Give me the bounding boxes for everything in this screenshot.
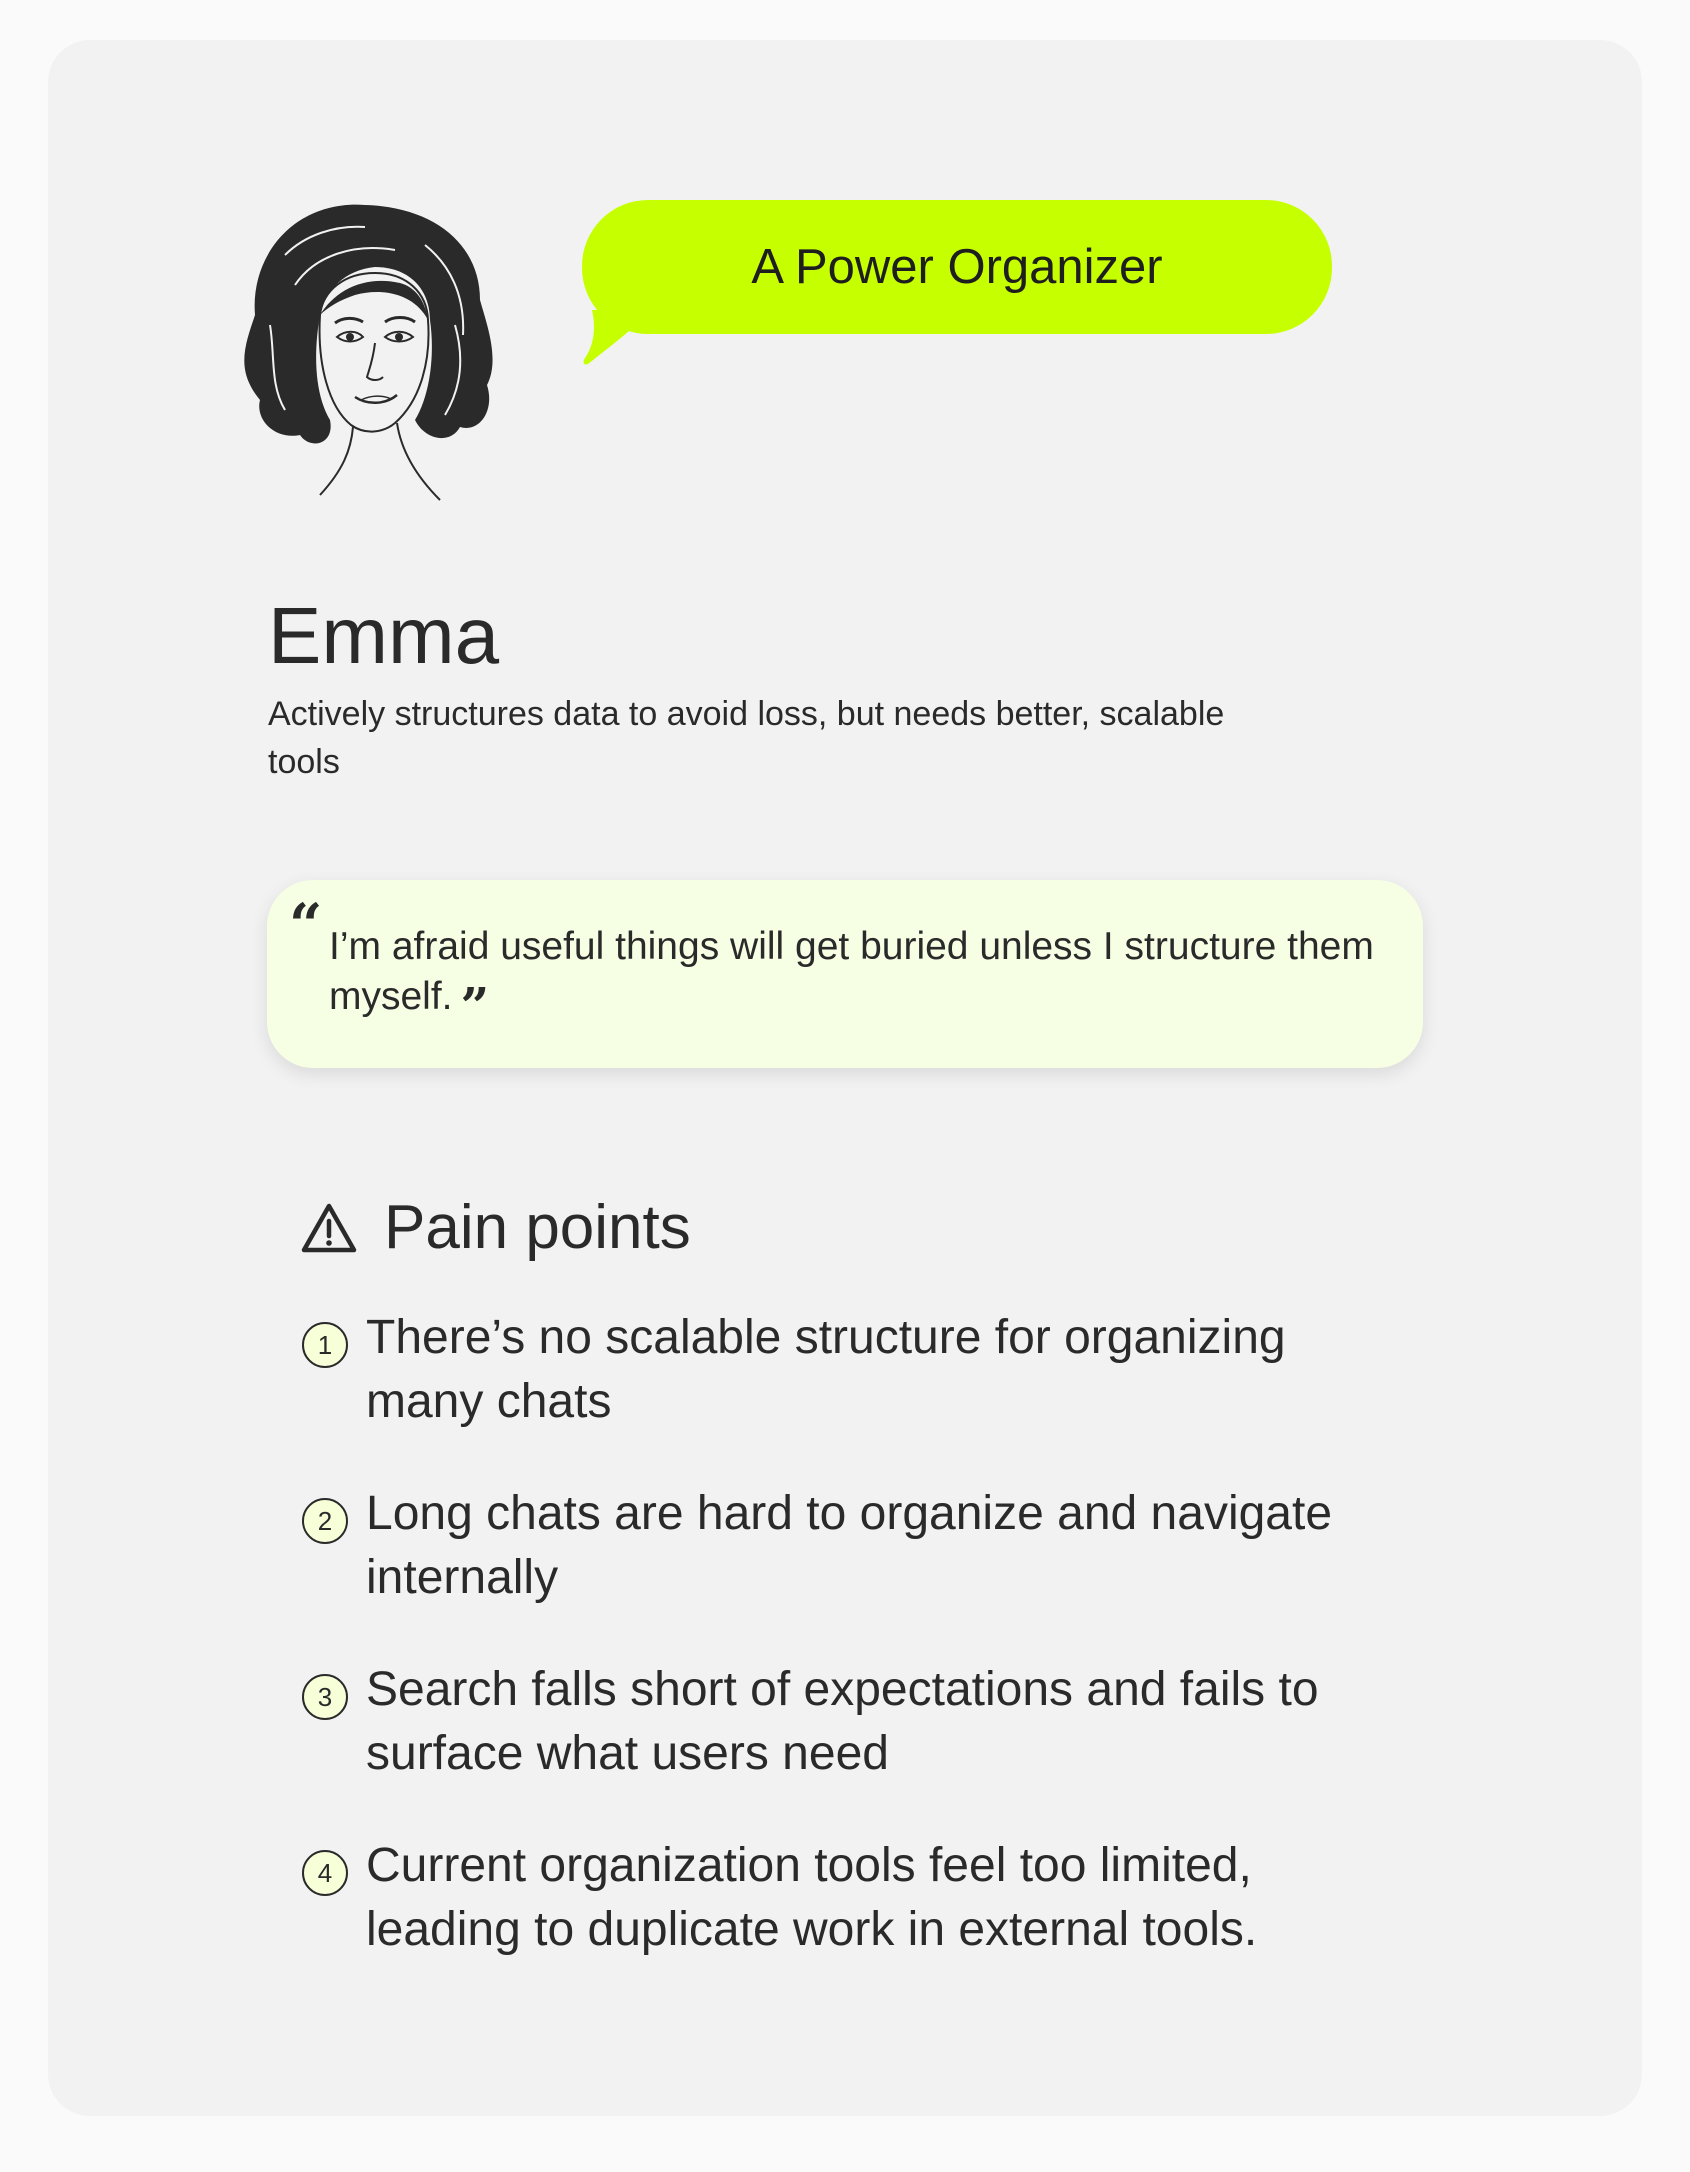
open-quote-icon: “ xyxy=(289,891,323,959)
pain-points-list xyxy=(300,1306,1400,2010)
speech-bubble-tail xyxy=(582,310,662,370)
number-badge: 2 xyxy=(302,1498,348,1544)
quote-card xyxy=(267,880,1423,1068)
pain-point-text: Current organization tools feel too limited, leading to duplicate work in external tools. xyxy=(366,1839,1258,1956)
persona-tag: A Power Organizer xyxy=(751,240,1163,294)
pain-point-item xyxy=(300,1482,1400,1610)
close-quote-icon: ” xyxy=(460,976,490,1035)
quote-text: I’m afraid useful things will get buried unless I structure them myself. xyxy=(329,925,1374,1018)
pain-point-text: Search falls short of expectations and fails to surface what users need xyxy=(366,1663,1319,1780)
pain-point-text: There’s no scalable structure for organizing many chats xyxy=(366,1311,1286,1428)
pain-point-item xyxy=(300,1306,1400,1434)
pain-points-header xyxy=(300,1188,691,1268)
pain-points-title: Pain points xyxy=(384,1193,691,1262)
number-badge: 4 xyxy=(302,1850,348,1896)
persona-description: Actively structures data to avoid loss, but needs better, scalable tools xyxy=(268,695,1225,781)
number-badge: 3 xyxy=(302,1674,348,1720)
pain-point-item xyxy=(300,1834,1400,1962)
avatar xyxy=(225,195,505,505)
pain-point-item xyxy=(300,1658,1400,1786)
persona-name: Emma xyxy=(268,591,500,680)
quote-block xyxy=(329,922,1389,1035)
pain-point-text: Long chats are hard to organize and navigate internally xyxy=(366,1487,1333,1604)
persona-tag-bubble xyxy=(582,200,1332,334)
number-badge: 1 xyxy=(302,1322,348,1368)
warning-triangle-icon xyxy=(300,1202,358,1254)
